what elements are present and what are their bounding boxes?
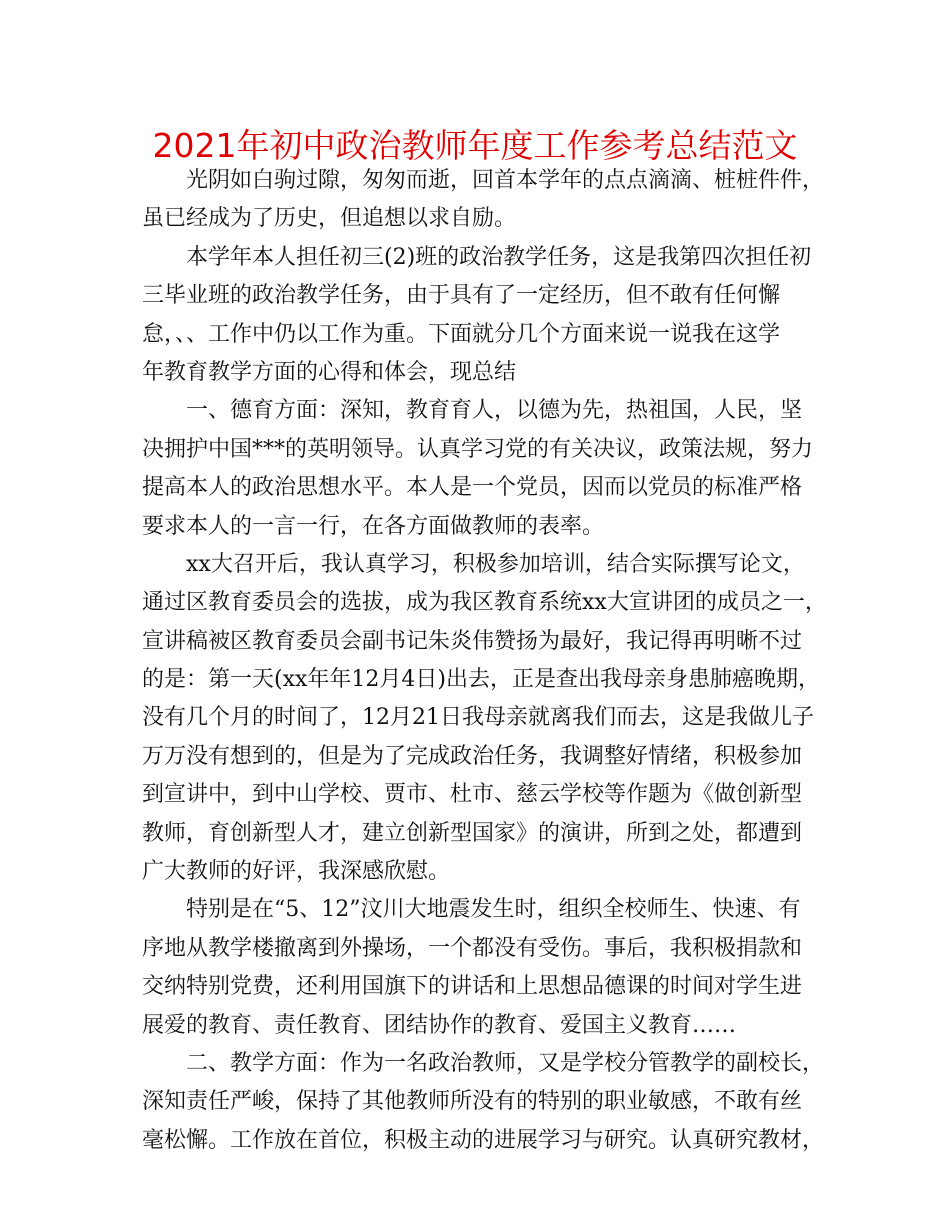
text-line: 决拥护中国***的英明领导。认真学习党的有关决议，政策法规，努力: [142, 436, 814, 462]
text-line: 深知责任严峻，保持了其他教师所没有的特别的职业敏感，不敢有丝: [142, 1089, 803, 1115]
text-line: xx大召开后，我认真学习，积极参加培训，结合实际撰写论文，: [186, 551, 805, 577]
text-line: 提高本人的政治思想水平。本人是一个党员，因而以党员的标准严格: [142, 475, 803, 501]
text-line: 年教育教学方面的心得和体会，现总结: [142, 359, 517, 385]
document-body: [142, 162, 827, 1160]
text-line: 宣讲稿被区教育委员会副书记朱炎伟赞扬为最好，我记得再明晰不过: [142, 628, 803, 654]
text-line: 虽已经成为了历史，但追想以求自励。: [142, 206, 517, 232]
text-line: 毫松懈。工作放在首位，积极主动的进展学习与研究。认真研究教材，: [142, 1127, 825, 1153]
text-line: 光阴如白驹过隙，匆匆而逝，回首本学年的点点滴滴、桩桩件件，: [186, 168, 825, 193]
text-line: 万万没有想到的，但是为了完成政治任务，我调整好情绪，积极参加: [142, 743, 803, 769]
text-line: 没有几个月的时间了，12月21日我母亲就离我们而去，这是我做儿子: [142, 705, 814, 731]
text-line: 怠，、、工作中仍以工作为重。下面就分几个方面来说一说我在这学: [142, 321, 781, 347]
text-line: 序地从教学楼撤离到外操场，一个都没有受伤。事后，我积极捐款和: [142, 935, 803, 961]
text-line: 本学年本人担任初三(2)班的政治教学任务，这是我第四次担任初: [186, 244, 812, 270]
text-line: 展爱的教育、责任教育、团结协作的教育、爱国主义教育……: [142, 1012, 737, 1038]
text-line: 三毕业班的政治教学任务，由于具有了一定经历，但不敢有任何懈: [142, 283, 781, 309]
text-line: 广大教师的好评，我深感欣慰。: [142, 859, 451, 885]
text-line: 特别是在“5、12”汶川大地震发生时，组织全校师生、快速、有: [186, 897, 801, 923]
text-line: 交纳特别党费，还利用国旗下的讲话和上思想品德课的时间对学生进: [142, 974, 803, 1000]
text-line: 要求本人的一言一行，在各方面做教师的表率。: [142, 513, 605, 539]
text-line: 通过区教育委员会的选拔，成为我区教育系统xx大宣讲团的成员之一，: [142, 590, 827, 616]
text-line: 的是：第一天(xx年年12月4日)出去，正是查出我母亲身患肺癌晚期，: [142, 667, 820, 693]
text-line: 二、教学方面：作为一名政治教师，又是学校分管教学的副校长，: [186, 1050, 825, 1076]
text-line: 到宣讲中，到中山学校、贾市、杜市、慈云学校等作题为《做创新型: [142, 782, 803, 808]
document-title: 2021年初中政治教师年度工作参考总结范文: [152, 126, 798, 165]
text-line: 教师，育创新型人才，建立创新型国家》的演讲，所到之处，都遭到: [142, 820, 803, 846]
text-line: 一、德育方面：深知，教育育人，以德为先，热祖国，人民，坚: [186, 398, 803, 424]
